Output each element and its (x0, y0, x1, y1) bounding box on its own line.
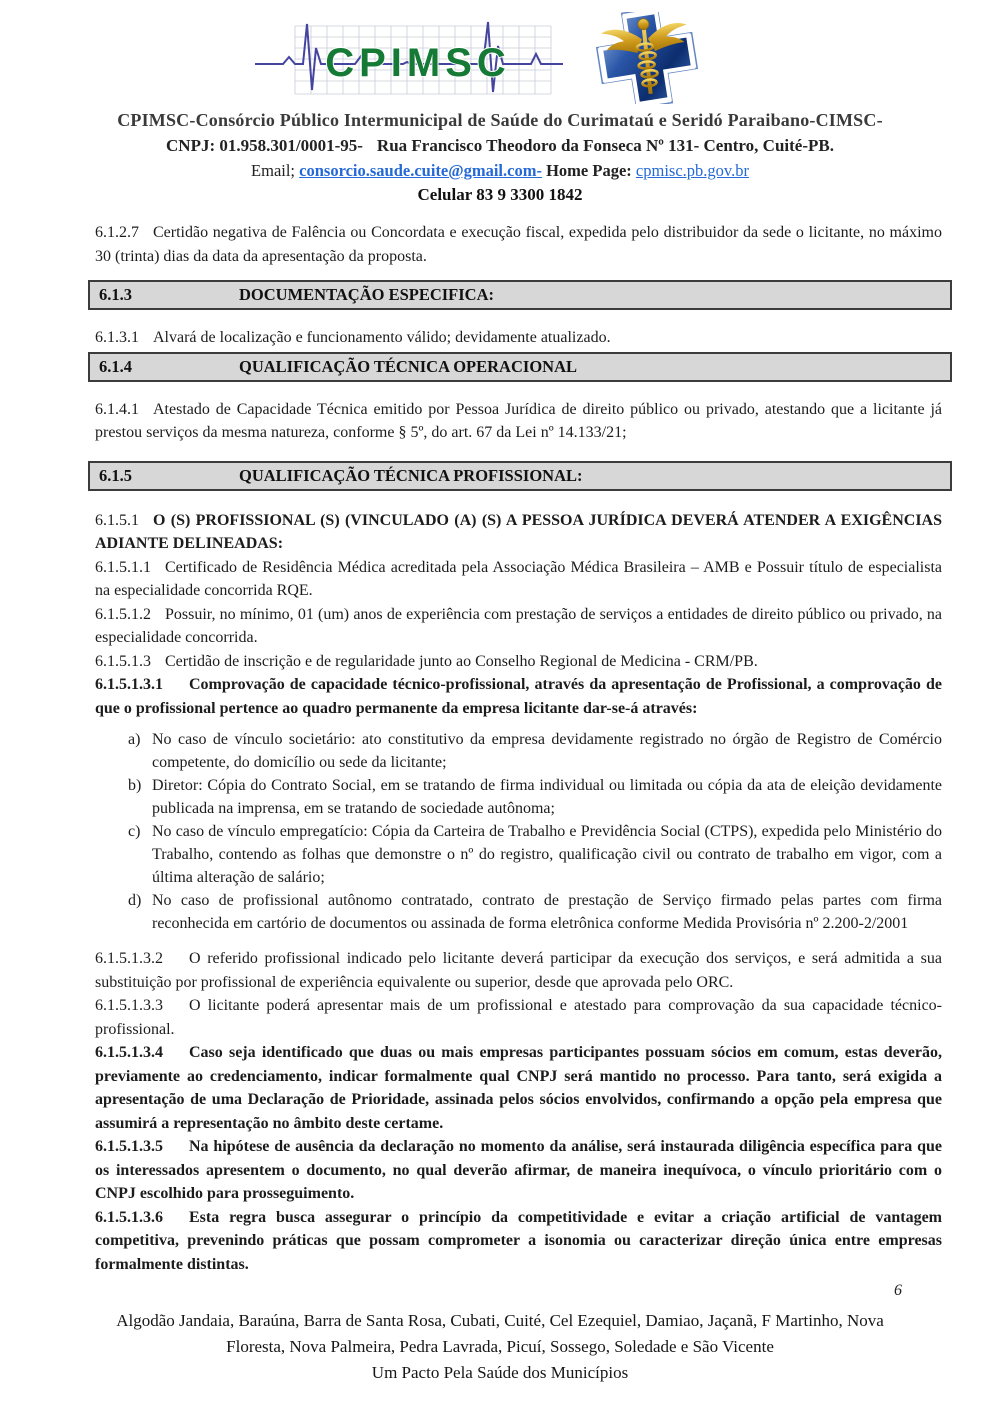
section-number: 6.1.5.1.3.6 (95, 1208, 163, 1226)
organization-name: CPIMSC-Consórcio Público Intermunicipal de Saúde do Curimataú e Seridó Paraibano-CIMSC- (117, 110, 883, 130)
street-address: Rua Francisco Theodoro da Fonseca Nº 131- Centro, Cuité-PB. (376, 136, 834, 155)
section-number: 6.1.4.1 (95, 400, 139, 418)
cnpj-address-line (0, 136, 1000, 156)
section-text: Caso seja identificado que duas ou mais empresas participantes possuam sócios em comum, estas deverão, previamente ao credenciamento, indicar formalmente qual CNPJ será mantido no processo. Para tanto, será exigida a apresentação de uma Declaração de Prioridade, assinada pelos sócios envolvidos, confirmando a opção pela empresa que assumirá a representação no âmbito deste certame. (95, 1044, 942, 1132)
list-item-letter: a) (128, 731, 141, 748)
section-number: 6.1.5.1.2 (95, 605, 151, 623)
section-header-bar (88, 352, 952, 382)
section-number: 6.1.5.1.3 (95, 652, 151, 670)
section-number: 6.1.5.1.3.3 (95, 997, 163, 1014)
document-footer (0, 1308, 1000, 1386)
section-number: 6.1.5.1.1 (95, 558, 151, 576)
section-header-title: QUALIFICAÇÃO TÉCNICA OPERACIONAL (239, 356, 577, 376)
list-item (95, 728, 942, 774)
list-item (95, 820, 942, 889)
list-item-letter: b) (128, 777, 142, 794)
section-paragraph (95, 1135, 942, 1206)
email-link[interactable]: consorcio.saude.cuite@gmail.com- (299, 161, 542, 180)
section-number: 6.1.5.1.3.1 (95, 676, 163, 693)
list-item (95, 774, 942, 820)
section-text: Atestado de Capacidade Técnica emitido por Pessoa Jurídica de direito público ou privado, atestando que a licitante já prestou serviços da mesma natureza, conforme § 5º, do art. 67 da Lei nº 14.133/21; (95, 400, 942, 441)
section-number: 6.1.5.1 (95, 511, 139, 529)
section-text: Esta regra busca assegurar o princípio da competitividade e evitar a criação artificial de vantagem competitiva, prevenindo práticas que possam comprometer a isonomia ou caracterizar direção única entre empresas formalmente distintas. (95, 1208, 942, 1273)
document-body (0, 205, 1000, 1300)
section-paragraph (95, 994, 942, 1041)
section-header-number: 6.1.4 (99, 356, 132, 376)
section-text: Possuir, no mínimo, 01 (um) anos de experiência com prestação de serviços a entidades de direito público ou privado, na especialidade concorrida. (95, 605, 942, 646)
section-paragraph (95, 556, 942, 603)
homepage-label: Home Page: (546, 161, 632, 180)
footer-municipalities-line1: Algodão Jandaia, Baraúna, Barra de Santa Rosa, Cubati, Cuité, Cel Ezequiel, Damiao, Jaçanã, F Martinho, Nova (116, 1311, 884, 1330)
section-header-title: QUALIFICAÇÃO TÉCNICA PROFISSIONAL: (239, 465, 583, 485)
homepage-link[interactable]: cpmisc.pb.gov.br (635, 161, 749, 180)
section-paragraph (95, 1041, 942, 1135)
section-text: Alvará de localização e funcionamento válido; devidamente atualizado. (153, 329, 611, 346)
email-label: Email; (251, 161, 296, 180)
list-item-text: No caso de vínculo empregatício: Cópia da Carteira de Trabalho e Previdência Social (CTPS), expedida pelo Ministério do Trabalho, contendo as folhas que demonstre o nº do registro, qualificação civil ou contrato de trabalho em vigor, com a última alteração de salário; (152, 823, 942, 886)
phone-number: Celular 83 9 3300 1842 (417, 185, 583, 204)
list-item-text: No caso de profissional autônomo contratado, contrato de prestação de Serviço firmado pelas partes com firma reconhecida em cartório de documentos ou assinada de forma eletrônica conforme Medida Provisória nº 2.200-2/2001 (152, 892, 942, 932)
logo (0, 12, 1000, 104)
footer-motto: Um Pacto Pela Saúde dos Municípios (371, 1363, 629, 1382)
section-paragraph (95, 326, 942, 350)
list-item-text: No caso de vínculo societário: ato constitutivo da empresa devidamente registrado no órgão de Registro de Comércio competente, do domicílio ou sede da licitante; (152, 731, 942, 771)
section-number: 6.1.5.1.3.5 (95, 1138, 163, 1155)
footer-municipalities-line2: Floresta, Nova Palmeira, Pedra Lavrada, Picuí, Sossego, Soledade e São Vicente (226, 1337, 774, 1356)
section-header-bar (88, 461, 952, 491)
section-paragraph (95, 221, 942, 268)
section-number: 6.1.5.1.3.4 (95, 1044, 163, 1061)
section-paragraph (95, 673, 942, 720)
section-text: O (S) PROFISSIONAL (S) (VINCULADO (A) (S) A PESSOA JURÍDICA DEVERÁ ATENDER A EXIGÊNCIAS ADIANTE DELINEADAS: (95, 511, 942, 552)
section-header-number: 6.1.3 (99, 285, 132, 304)
page-number: 6 (894, 1282, 902, 1299)
logo-acronym: CPIMSC (325, 41, 511, 85)
section-number: 6.1.2.7 (95, 224, 139, 241)
cpimsc-logo-image (255, 12, 745, 104)
list-item-letter: d) (128, 892, 142, 909)
section-text: O referido profissional indicado pelo licitante deverá participar da execução dos serviços, e será admitida a sua substituição por profissional de experiência equivalente ou superior, desde que aprovada pelo ORC. (95, 950, 942, 991)
section-paragraph (95, 398, 942, 445)
section-text: Certificado de Residência Médica acreditada pela Associação Médica Brasileira – AMB e Possuir título de especialista na especialidade concorrida RQE. (95, 558, 942, 599)
contact-line (0, 161, 1000, 181)
document-header (0, 0, 1000, 205)
section-text: Certidão negativa de Falência ou Concordata e execução fiscal, expedida pelo distribuidor da sede o licitante, no máximo 30 (trinta) dias da data da apresentação da proposta. (95, 224, 942, 265)
lettered-list (95, 728, 942, 935)
section-text: Comprovação de capacidade técnico-profissional, através da apresentação de Profissional, a comprovação de que o profissional pertence ao quadro permanente da empresa licitante dar-se-á através: (95, 676, 942, 717)
section-paragraph (95, 650, 942, 674)
sections-container (95, 221, 942, 1276)
list-item (95, 889, 942, 935)
list-item-letter: c) (128, 823, 141, 840)
section-paragraph (95, 1206, 942, 1277)
section-paragraph (95, 947, 942, 994)
section-number: 6.1.5.1.3.2 (95, 950, 163, 967)
section-paragraph (95, 603, 942, 650)
section-text: Na hipótese de ausência da declaração no momento da análise, será instaurada diligência específica para que os interessados apresentem o documento, no qual deverão afirmar, de maneira inequívoca, o vínculo prioritário com o CNPJ escolhido para prosseguimento. (95, 1138, 942, 1202)
section-paragraph (95, 509, 942, 556)
section-header-title: DOCUMENTAÇÃO ESPECIFICA: (239, 285, 494, 304)
section-text: O licitante poderá apresentar mais de um profissional e atestado para comprovação da sua capacidade técnico-profissional. (95, 997, 942, 1038)
section-number: 6.1.3.1 (95, 329, 139, 346)
list-item-text: Diretor: Cópia do Contrato Social, em se tratando de firma individual ou limitada ou cópia da ata de eleição devidamente publicada na imprensa, em se tratando de sociedade autônoma; (152, 777, 942, 817)
section-text: Certidão de inscrição e de regularidade junto ao Conselho Regional de Medicina - CRM/PB. (165, 652, 758, 670)
cnpj-number: CNPJ: 01.958.301/0001-95- (166, 136, 363, 155)
section-header-bar (88, 280, 952, 310)
section-header-number: 6.1.5 (99, 465, 132, 485)
